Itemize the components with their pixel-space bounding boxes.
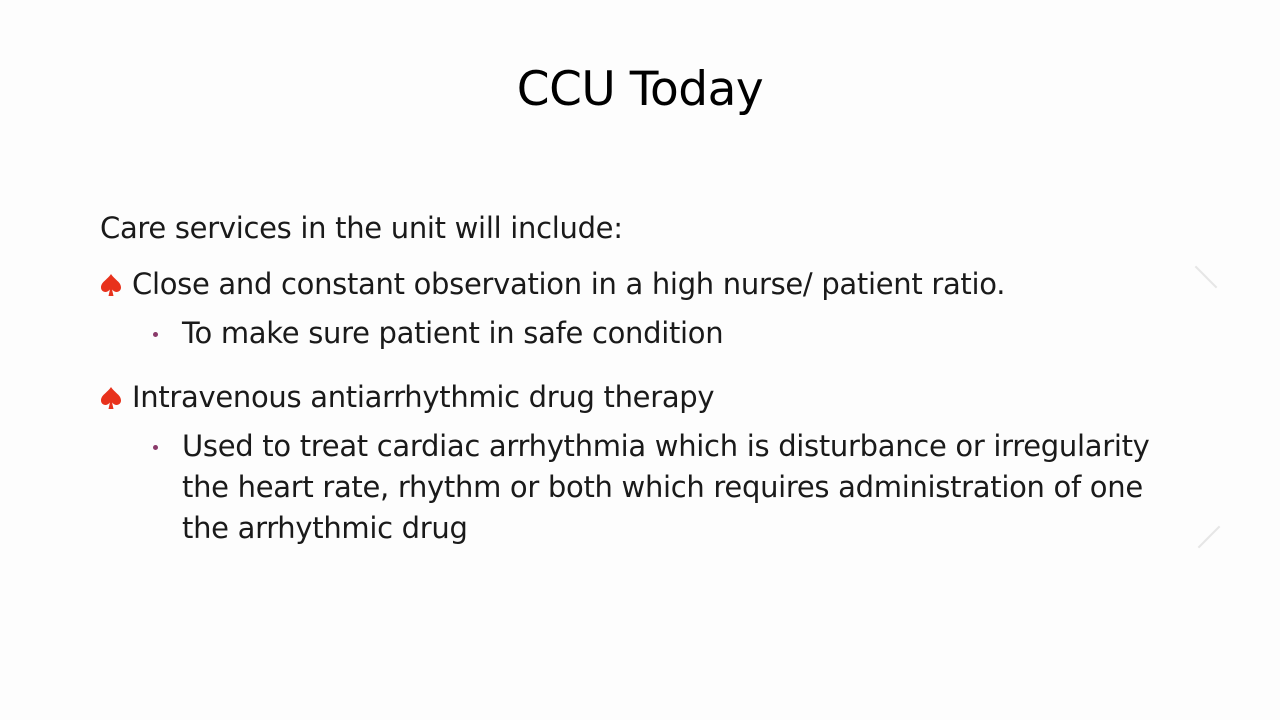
decorative-edge-mark — [1195, 266, 1218, 289]
bullet-text: Intravenous antiarrhythmic drug therapy — [132, 380, 715, 414]
bullet-item-drug-therapy — [100, 376, 1180, 418]
spade-bullet-icon — [100, 376, 126, 418]
intro-text: Care services in the unit will include: — [100, 211, 623, 245]
sub-bullet-text: To make sure patient in safe condition — [182, 316, 724, 350]
slide-title: CCU Today — [516, 62, 764, 117]
sub-bullet-item — [150, 313, 1180, 354]
decorative-edge-mark — [1198, 526, 1221, 549]
slide-content — [100, 207, 1180, 567]
bullet-text: Close and constant observation in a high nurse/ patient ratio. — [132, 267, 1006, 301]
dot-bullet-icon — [150, 426, 182, 467]
sub-bullet-text: Used to treat cardiac arrhythmia which is disturbance or irregularity the heart rate, rhythm or both which requires administration of one the arrhythmic drug — [182, 429, 1150, 545]
bullet-item-observation — [100, 263, 1180, 305]
spade-bullet-icon — [100, 263, 126, 305]
dot-bullet-icon — [150, 313, 182, 354]
sub-bullet-item — [150, 426, 1180, 549]
